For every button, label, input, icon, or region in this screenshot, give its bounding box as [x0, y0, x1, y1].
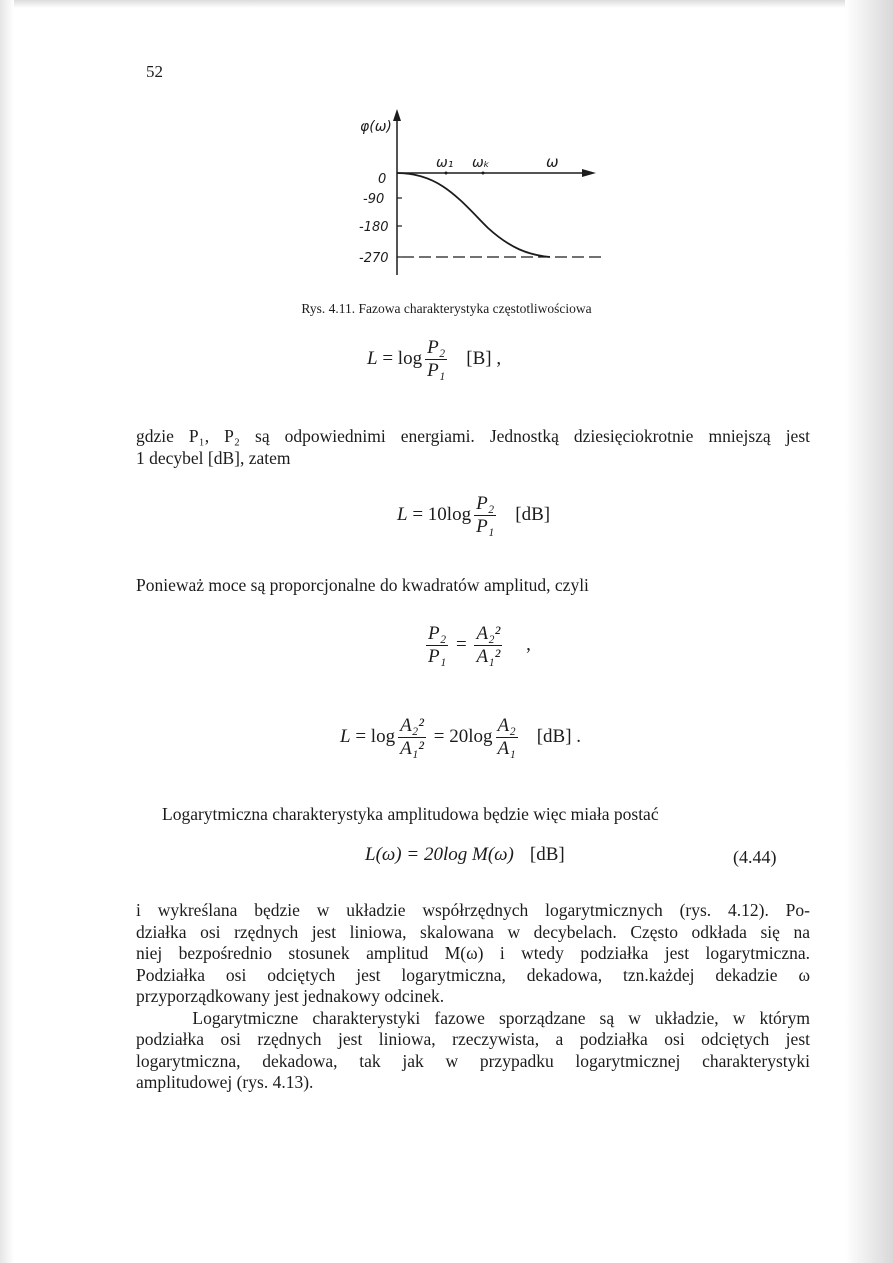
eq3-fraction-right [474, 624, 502, 667]
eq4-func1: = log [355, 725, 396, 747]
eq2-denominator: P₁ [476, 516, 495, 537]
omega-1-label: ω₁ [436, 155, 454, 171]
eq2-unit: [dB] [515, 503, 551, 525]
paragraph-line: przyporządkowany jest jednakowy odcinek. [136, 986, 445, 1006]
page-top-shadow [0, 0, 893, 8]
phase-characteristic-figure [350, 105, 610, 280]
eq4-lhs: L [340, 725, 351, 747]
eq4-denominator-2: A₁ [497, 738, 516, 759]
eq1-lhs: L [367, 347, 378, 369]
eq5-body: L(ω) = 20log M(ω) [365, 844, 514, 865]
equation-amplitude-db [340, 716, 581, 759]
paragraph-line: Logarytmiczna charakterystyka amplitudowa będzie więc miała postać [162, 804, 659, 824]
paragraph-power-amplitude [136, 575, 810, 597]
eq1-func: = log [382, 347, 423, 369]
y-tick-label-180: -180 [359, 220, 389, 235]
y-axis-label: φ(ω) [360, 119, 392, 135]
y-tick-label-90: -90 [363, 192, 385, 207]
paragraph-line: podziałka osi rzędnych jest liniowa, rzeczywista, a podziałka osi odciętych jest [136, 1029, 810, 1049]
omega-k-marker [482, 172, 485, 175]
y-axis-arrow [393, 109, 401, 121]
page-left-shadow [0, 0, 14, 1263]
x-axis-label: ω [546, 153, 559, 171]
omega-1-marker [445, 172, 448, 175]
y-tick-label-270: -270 [359, 251, 389, 266]
eq5-unit: [dB] [529, 844, 565, 865]
eq4-numerator-1: A₂² [400, 715, 424, 736]
eq4-fraction-2 [496, 716, 518, 759]
y-tick-label-0: 0 [378, 172, 387, 187]
page-number: 52 [146, 62, 163, 81]
eq3-denominator-left: P₁ [428, 646, 447, 667]
phase-curve [397, 173, 550, 257]
eq3-equals: = [455, 633, 467, 655]
paragraph-line: niej bezpośrednio stosunek amplitud M(ω) i wtedy podziałka jest logarytmiczna. [136, 943, 810, 963]
eq4-func2: = 20log [433, 725, 493, 747]
equation-decibel [397, 494, 550, 537]
equation-bel [367, 338, 501, 381]
phase-plot [350, 105, 610, 280]
paragraph-line: Ponieważ moce są proporcjonalne do kwadratów amplitud, czyli [136, 575, 589, 595]
paragraph-line: Logarytmiczne charakterystyki fazowe sporządzane są w układzie, w którym [136, 1007, 810, 1028]
paragraph-line: działka osi rzędnych jest liniowa, skalowana w decybelach. Często odkłada się na [136, 921, 810, 942]
eq1-denominator: P₁ [427, 360, 446, 381]
paragraph-line: logarytmiczna, dekadowa, tak jak w przypadku logarytmicznej charakterystyki [136, 1050, 810, 1071]
paragraph-line: gdzie P₁, P₂ są odpowiednimi energiami. Jednostką dziesięciokrotnie mniejszą jest [136, 426, 810, 446]
eq4-numerator-2: A₂ [497, 715, 516, 736]
omega-k-label: ωₖ [472, 155, 490, 171]
eq4-denominator-1: A₁² [400, 738, 424, 759]
eq2-numerator: P₂ [476, 493, 495, 514]
paragraph-log-axes [136, 900, 810, 1094]
equation-power-ratio [423, 624, 531, 667]
paragraph-line: amplitudowej (rys. 4.13). [136, 1072, 314, 1092]
eq3-trail: , [526, 633, 531, 655]
eq1-numerator: P₂ [427, 337, 446, 358]
equation-number: (4.44) [733, 847, 777, 867]
paragraph-energies [136, 426, 810, 469]
eq1-fraction [425, 338, 447, 381]
paragraph-line: i wykreślana będzie w układzie współrzędnych logarytmicznych (rys. 4.12). Po- [136, 900, 810, 920]
eq3-numerator-right: A₂² [476, 623, 501, 644]
paragraph-log-amplitude [162, 804, 802, 826]
eq2-fraction [474, 494, 496, 537]
eq3-denominator-right: A₁² [476, 646, 501, 667]
eq4-unit: [dB] . [536, 725, 582, 747]
paragraph-line: Podziałka osi odciętych jest logarytmiczna, dekadowa, tzn.każdej dekadzie ω [136, 964, 810, 985]
eq4-fraction-1 [398, 716, 426, 759]
eq2-func: = 10log [412, 503, 472, 525]
equation-4-44 [365, 844, 565, 866]
paragraph-line: 1 decybel [dB], zatem [136, 447, 291, 468]
eq1-unit: [B] , [466, 347, 502, 369]
figure-caption: Rys. 4.11. Fazowa charakterystyka częstotliwościowa [301, 301, 592, 316]
eq2-lhs: L [397, 503, 408, 525]
eq3-fraction-left [426, 624, 448, 667]
page-right-shadow [845, 0, 893, 1263]
eq3-numerator-left: P₂ [428, 623, 447, 644]
x-axis-arrow [582, 169, 596, 177]
